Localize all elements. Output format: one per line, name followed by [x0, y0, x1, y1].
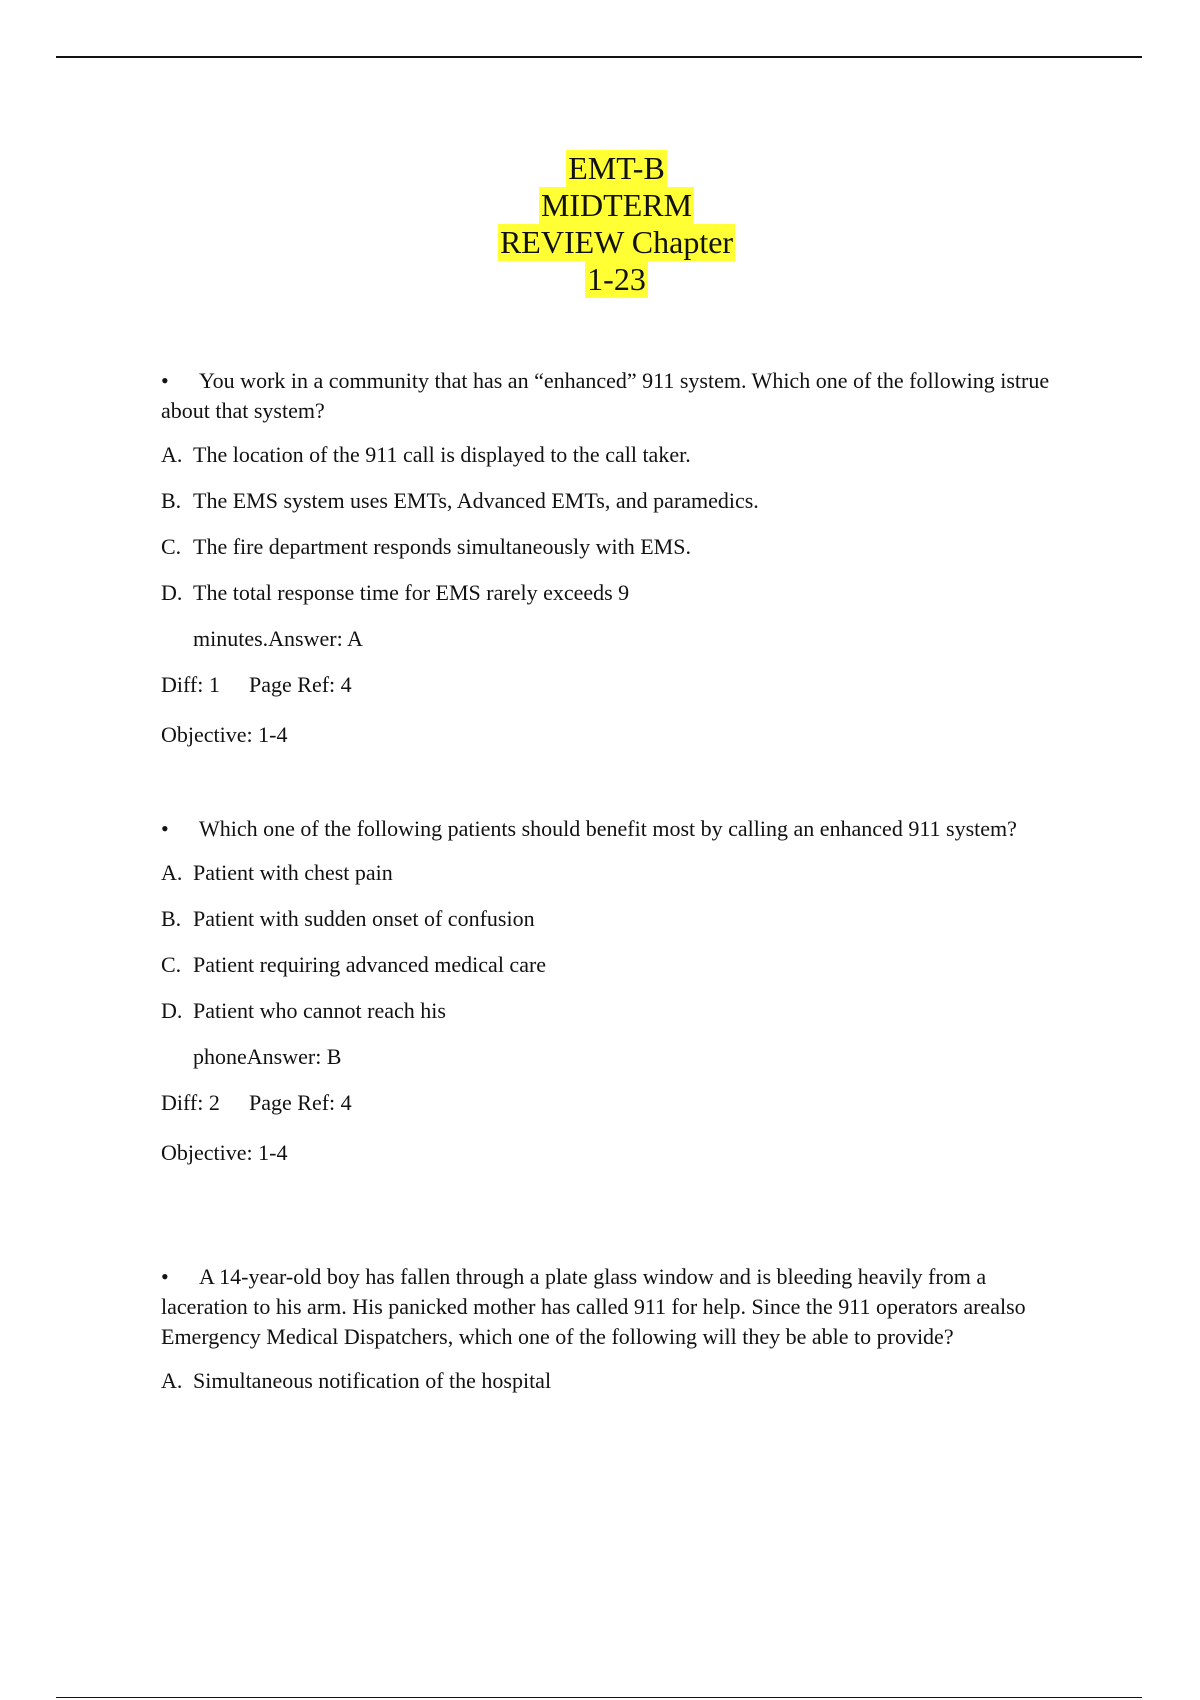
document-title	[0, 150, 1200, 298]
question-3	[161, 1262, 1061, 1396]
difficulty: Diff: 2	[161, 1090, 220, 1115]
title-line-4: 1-23	[587, 261, 646, 297]
question-text: You work in a community that has an “enhanced” 911 system. Which one of the following istrue about that system?	[161, 368, 1050, 423]
question-stem	[161, 1262, 1061, 1352]
question-stem	[161, 814, 1061, 844]
option-a: A. The location of the 911 call is displayed to the call taker.	[161, 442, 691, 467]
top-rule	[56, 56, 1142, 58]
option-d: D. The total response time for EMS rarely exceeds 9	[161, 580, 630, 605]
diff-page-ref	[161, 670, 1061, 700]
diff-page-ref	[161, 1088, 1061, 1118]
answer-line: minutes.Answer: A	[193, 626, 363, 651]
answer-line: phoneAnswer: B	[193, 1044, 342, 1069]
option-c: C. The fire department responds simultaneously with EMS.	[161, 534, 691, 559]
bullet-icon: •	[161, 1264, 169, 1289]
objective: Objective: 1-4	[161, 1140, 288, 1165]
option-c: C. Patient requiring advanced medical care	[161, 952, 547, 977]
question-text: A 14-year-old boy has fallen through a plate glass window and is bleeding heavily from a laceration to his arm. His panicked mother has called 911 for help. Since the 911 operators arealso Emergency Medical Dispatchers, which one of the following will they be able to provide?	[161, 1264, 1026, 1349]
option-a: A. Patient with chest pain	[161, 860, 393, 885]
page-ref: Page Ref: 4	[249, 672, 352, 697]
title-line-3: REVIEW Chapter	[499, 224, 734, 260]
difficulty: Diff: 1	[161, 672, 220, 697]
bullet-icon: •	[161, 816, 169, 841]
question-text: Which one of the following patients should benefit most by calling an enhanced 911 system?	[199, 816, 1017, 841]
objective: Objective: 1-4	[161, 722, 288, 747]
bullet-icon: •	[161, 368, 169, 393]
question-2	[161, 814, 1061, 1168]
page-ref: Page Ref: 4	[249, 1090, 352, 1115]
option-b: B. The EMS system uses EMTs, Advanced EMTs, and paramedics.	[161, 488, 759, 513]
title-line-1: EMT-B	[568, 150, 665, 186]
question-stem	[161, 366, 1061, 426]
bottom-rule	[56, 1697, 1142, 1698]
option-a: A. Simultaneous notification of the hospital	[161, 1368, 552, 1393]
question-1	[161, 366, 1061, 750]
option-b: B. Patient with sudden onset of confusion	[161, 906, 535, 931]
option-d: D. Patient who cannot reach his	[161, 998, 446, 1023]
title-line-2: MIDTERM	[540, 187, 693, 223]
